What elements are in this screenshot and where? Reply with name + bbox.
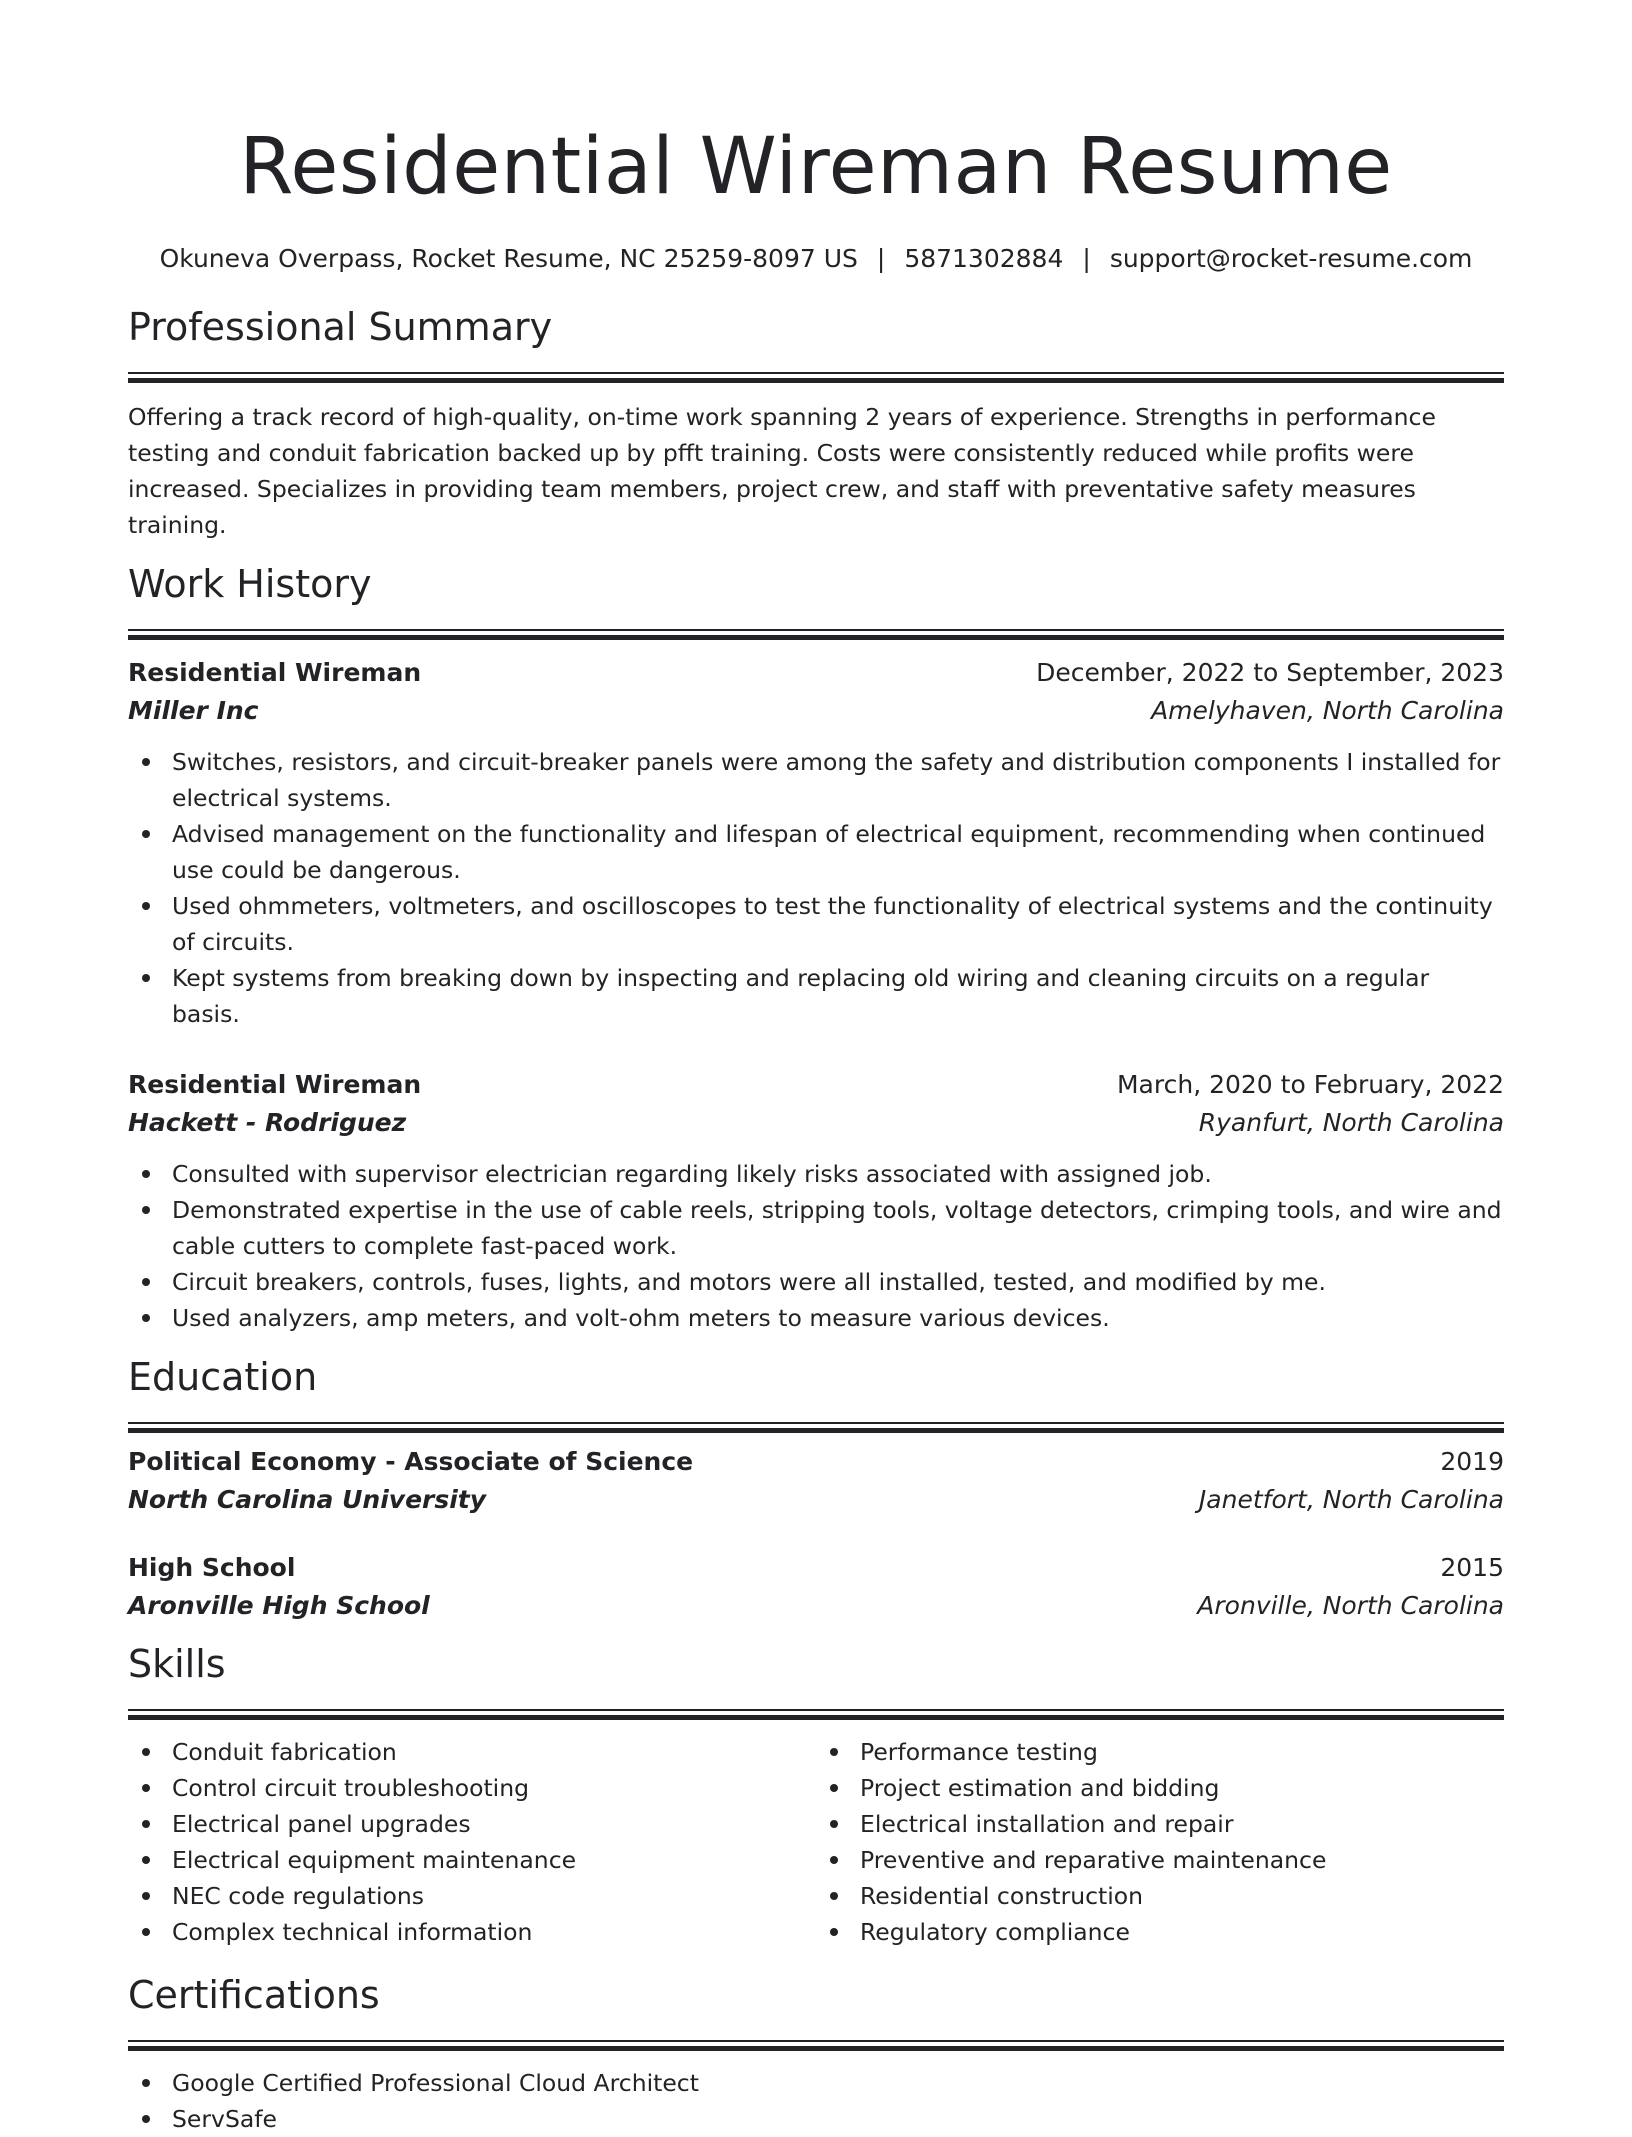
job-entry [128,1066,1504,1336]
job-bullet: Circuit breakers, controls, fuses, lights, and motors were all installed, tested, and modified by me. [172,1264,1504,1300]
summary-text: Offering a track record of high-quality, on-time work spanning 2 years of experience. Strengths in performance testing and conduit fabrication backed up by pfft training. Costs were consistently reduced while profits were increased. Specializes in providing team members, project crew, and staff with preventative safety measures training. [128,403,1436,539]
certification-item: Google Certified Professional Cloud Architect [172,2065,1504,2101]
skills-column-right [816,1734,1504,1950]
section-divider [128,1422,1504,1431]
work-history-heading: Work History [128,562,372,606]
skill-item: Performance testing [860,1734,1504,1770]
work-history-section [128,559,1504,1336]
job-company: Hackett - Rodriguez [128,1108,407,1137]
contact-address: Okuneva Overpass, Rocket Resume, NC 25259-8097 US [159,244,858,273]
skill-item: Complex technical information [172,1914,816,1950]
job-bullet: Used ohmmeters, voltmeters, and oscilloscopes to test the functionality of electrical systems and the continuity of circuits. [172,888,1504,960]
job-dates: December, 2022 to September, 2023 [1036,658,1504,687]
education-year: 2015 [1440,1553,1504,1582]
section-divider [128,1709,1504,1718]
contact-email: support@rocket-resume.com [1109,244,1473,273]
section-divider [128,372,1504,381]
job-bullet: Kept systems from breaking down by inspecting and replacing old wiring and cleaning circuits on a regular basis. [172,960,1504,1032]
certifications-heading: Certifications [128,1973,380,2017]
education-school-row [128,1481,1504,1519]
education-entry [128,1443,1504,1519]
skills-column-left [128,1734,816,1950]
education-location: Janetfort, North Carolina [1198,1485,1504,1514]
education-school-row [128,1587,1504,1625]
education-school: Aronville High School [128,1591,430,1620]
job-company: Miller Inc [128,696,259,725]
education-heading: Education [128,1355,318,1399]
education-entry [128,1549,1504,1625]
education-degree: High School [128,1553,296,1582]
education-header-row [128,1549,1504,1587]
skills-list [128,1734,816,1950]
contact-separator: | [876,244,886,273]
job-bullet: Demonstrated expertise in the use of cable reels, stripping tools, voltage detectors, crimping tools, and wire and cable cutters to complete fast-paced work. [172,1192,1504,1264]
job-bullet: Advised management on the functionality and lifespan of electrical equipment, recommending when continued use could be dangerous. [172,816,1504,888]
skill-item: Electrical equipment maintenance [172,1842,816,1878]
job-company-row [128,692,1504,730]
job-header-row [128,1066,1504,1104]
education-location: Aronville, North Carolina [1197,1591,1504,1620]
skills-grid [128,1734,1504,1950]
education-school: North Carolina University [128,1485,487,1514]
skill-item: Electrical panel upgrades [172,1806,816,1842]
job-dates: March, 2020 to February, 2022 [1116,1070,1504,1099]
skills-section [128,1639,1504,1950]
job-bullet: Switches, resistors, and circuit-breaker panels were among the safety and distribution components I installed for electrical systems. [172,744,1504,816]
skill-item: Residential construction [860,1878,1504,1914]
job-location: Amelyhaven, North Carolina [1151,696,1504,725]
section-divider [128,2040,1504,2049]
skills-list [816,1734,1504,1950]
job-title: Residential Wireman [128,658,422,687]
job-location: Ryanfurt, North Carolina [1198,1108,1504,1137]
job-bullet: Consulted with supervisor electrician regarding likely risks associated with assigned job. [172,1156,1504,1192]
job-company-row [128,1104,1504,1142]
summary-section [128,302,1504,543]
skill-item: Electrical installation and repair [860,1806,1504,1842]
job-entry [128,654,1504,1032]
contact-separator: | [1082,244,1091,273]
skills-heading: Skills [128,1642,226,1686]
education-section [128,1352,1504,1625]
resume-title: Residential Wireman Resume [239,122,1393,212]
education-year: 2019 [1440,1447,1504,1476]
education-header-row [128,1443,1504,1481]
job-title: Residential Wireman [128,1070,422,1099]
contact-phone: 5871302884 [904,244,1064,273]
job-bullets [128,744,1504,1032]
skill-item: Preventive and reparative maintenance [860,1842,1504,1878]
contact-line [128,242,1504,276]
skill-item: NEC code regulations [172,1878,816,1914]
education-degree: Political Economy - Associate of Science [128,1447,694,1476]
skill-item: Control circuit troubleshooting [172,1770,816,1806]
skill-item: Conduit fabrication [172,1734,816,1770]
section-divider [128,629,1504,638]
certification-item: ServSafe [172,2101,1504,2137]
summary-heading: Professional Summary [128,305,553,349]
job-bullet: Used analyzers, amp meters, and volt-ohm meters to measure various devices. [172,1300,1504,1336]
skill-item: Regulatory compliance [860,1914,1504,1950]
skill-item: Project estimation and bidding [860,1770,1504,1806]
job-bullets [128,1156,1504,1336]
certifications-list [128,2065,1504,2137]
job-header-row [128,654,1504,692]
